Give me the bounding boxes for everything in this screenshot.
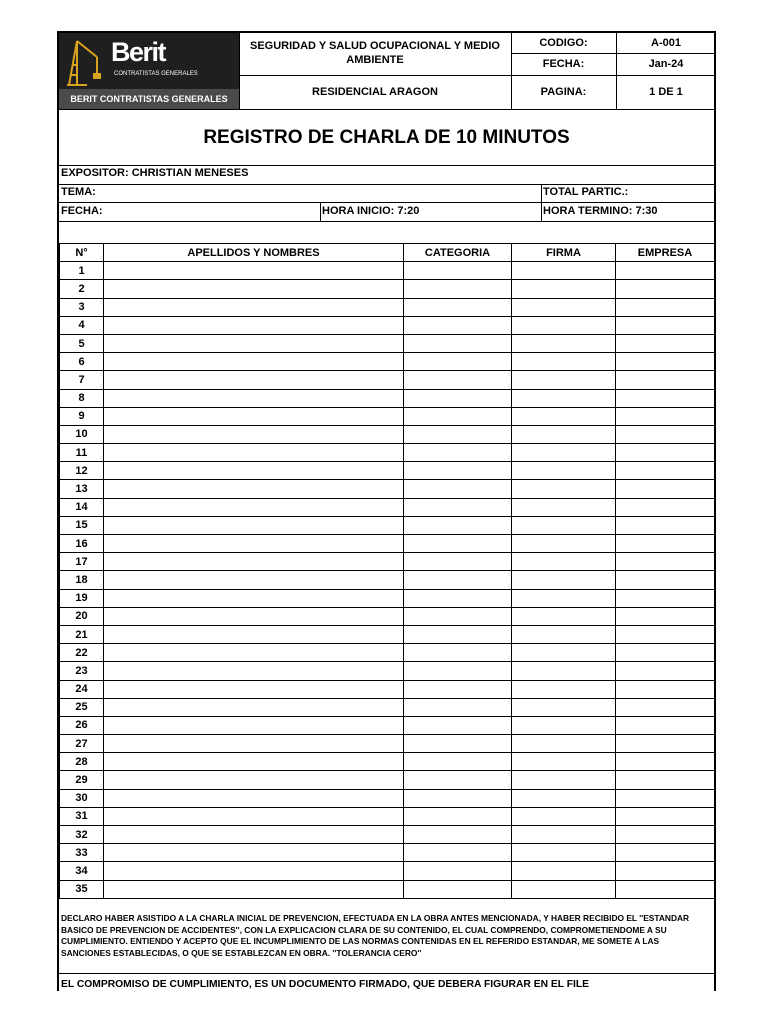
signature-cell[interactable] [512,334,616,352]
name-cell[interactable] [104,516,404,534]
page-title: REGISTRO DE CHARLA DE 10 MINUTOS [203,127,570,148]
table-row [60,589,715,607]
row-number: 10 [60,425,104,443]
table-row [60,389,715,407]
table-row [60,662,715,680]
table-row [60,535,715,553]
project-name: RESIDENCIAL ARAGON [312,86,438,98]
name-cell[interactable] [104,662,404,680]
name-cell[interactable] [104,334,404,352]
company-cell[interactable] [616,644,715,662]
company-cell[interactable] [616,826,715,844]
row-number: 34 [60,862,104,880]
table-row [60,371,715,389]
category-cell[interactable] [404,862,512,880]
company-cell[interactable] [616,334,715,352]
signature-cell[interactable] [512,371,616,389]
row-number: 21 [60,625,104,643]
signature-cell[interactable] [512,644,616,662]
row-number: 27 [60,735,104,753]
table-row [60,844,715,862]
table-row [60,444,715,462]
signature-cell[interactable] [512,844,616,862]
signature-cell[interactable] [512,716,616,734]
table-row [60,607,715,625]
column-header-category: CATEGORIA [404,244,512,262]
category-cell[interactable] [404,444,512,462]
row-number: 6 [60,353,104,371]
declaration-text: DECLARO HABER ASISTIDO A LA CHARLA INICIAL DE PREVENCION, EFECTUADA EN LA OBRA ANTES MENCIONADA, Y HABER RECIBIDO EL ''ESTANDAR BASICO DE PREVENCION DE ACCIDENTES'', CON LA EXPLICACION CLARA DE SU CONTENIDO, EL CUAL COMPRENDO, COMPROMETIENDOME A SU CUMPLIMIENTO. ENTIENDO Y ACEPTO QUE EL INCUMPLIMIENTO DE LAS NORMAS CONTENIDAS EN EL REFERIDO ESTANDAR, ME SOMETE A LAS SANCIONES ESTABLECIDAS, O QUE SE ESTABLEZCAN EN OBRA. ''TOLERANCIA CERO'' [61,913,690,958]
row-number: 31 [60,807,104,825]
name-cell[interactable] [104,353,404,371]
category-cell[interactable] [404,407,512,425]
category-cell[interactable] [404,753,512,771]
category-cell[interactable] [404,771,512,789]
company-cell[interactable] [616,389,715,407]
row-number: 12 [60,462,104,480]
signature-cell[interactable] [512,553,616,571]
table-row [60,807,715,825]
row-number: 3 [60,298,104,316]
table-row [60,553,715,571]
category-cell[interactable] [404,516,512,534]
signature-cell[interactable] [512,498,616,516]
hora-inicio-field: HORA INICIO: 7:20 [322,205,420,217]
table-row [60,716,715,734]
category-cell[interactable] [404,844,512,862]
form-sheet [57,31,716,991]
name-cell[interactable] [104,789,404,807]
category-cell[interactable] [404,334,512,352]
table-row [60,480,715,498]
divider [541,184,542,202]
signature-cell[interactable] [512,826,616,844]
table-row [60,680,715,698]
row-number: 14 [60,498,104,516]
signature-cell[interactable] [512,353,616,371]
table-row [60,462,715,480]
category-cell[interactable] [404,880,512,898]
name-cell[interactable] [104,444,404,462]
company-cell[interactable] [616,625,715,643]
name-cell[interactable] [104,480,404,498]
name-cell[interactable] [104,644,404,662]
name-cell[interactable] [104,862,404,880]
company-cell[interactable] [616,607,715,625]
row-number: 5 [60,334,104,352]
category-cell[interactable] [404,644,512,662]
company-cell[interactable] [616,353,715,371]
name-cell[interactable] [104,771,404,789]
signature-cell[interactable] [512,680,616,698]
signature-cell[interactable] [512,662,616,680]
category-cell[interactable] [404,298,512,316]
row-number: 9 [60,407,104,425]
pagina-value: 1 DE 1 [649,86,683,98]
signature-cell[interactable] [512,771,616,789]
name-cell[interactable] [104,535,404,553]
divider [59,202,716,203]
row-number: 1 [60,262,104,280]
attendance-table [59,243,715,899]
signature-cell[interactable] [512,698,616,716]
signature-cell[interactable] [512,316,616,334]
category-cell[interactable] [404,480,512,498]
table-row [60,334,715,352]
signature-cell[interactable] [512,262,616,280]
company-cell[interactable] [616,771,715,789]
signature-cell[interactable] [512,589,616,607]
table-row [60,353,715,371]
category-cell[interactable] [404,826,512,844]
name-cell[interactable] [104,498,404,516]
name-cell[interactable] [104,607,404,625]
name-cell[interactable] [104,298,404,316]
category-cell[interactable] [404,280,512,298]
expositor-field: EXPOSITOR: CHRISTIAN MENESES [61,167,249,179]
company-cell[interactable] [616,716,715,734]
category-cell[interactable] [404,262,512,280]
company-cell[interactable] [616,862,715,880]
company-logo [59,33,239,109]
divider [59,221,716,222]
category-cell[interactable] [404,498,512,516]
column-header-names: APELLIDOS Y NOMBRES [104,244,404,262]
company-cell[interactable] [616,462,715,480]
name-cell[interactable] [104,735,404,753]
table-row [60,280,715,298]
company-cell[interactable] [616,425,715,443]
table-row [60,753,715,771]
category-cell[interactable] [404,371,512,389]
name-cell[interactable] [104,425,404,443]
row-number: 17 [60,553,104,571]
table-row [60,262,715,280]
company-cell[interactable] [616,498,715,516]
category-cell[interactable] [404,535,512,553]
row-number: 16 [60,535,104,553]
signature-cell[interactable] [512,480,616,498]
logo-brand: Berit [111,37,166,67]
table-row [60,625,715,643]
company-cell[interactable] [616,735,715,753]
name-cell[interactable] [104,462,404,480]
category-cell[interactable] [404,553,512,571]
signature-cell[interactable] [512,753,616,771]
table-row [60,298,715,316]
company-cell[interactable] [616,844,715,862]
row-number: 32 [60,826,104,844]
company-cell[interactable] [616,553,715,571]
signature-cell[interactable] [512,444,616,462]
table-row [60,425,715,443]
column-header-number: N° [60,244,104,262]
divider [59,973,716,974]
category-cell[interactable] [404,571,512,589]
name-cell[interactable] [104,753,404,771]
row-number: 7 [60,371,104,389]
row-number: 23 [60,662,104,680]
signature-cell[interactable] [512,298,616,316]
department-name: SEGURIDAD Y SALUD OCUPACIONAL Y MEDIO AMBIENTE [250,40,500,66]
signature-cell[interactable] [512,607,616,625]
table-row [60,789,715,807]
category-cell[interactable] [404,316,512,334]
row-number: 24 [60,680,104,698]
row-number: 28 [60,753,104,771]
category-cell[interactable] [404,716,512,734]
category-cell[interactable] [404,425,512,443]
divider [59,109,716,110]
company-cell[interactable] [616,698,715,716]
signature-cell[interactable] [512,407,616,425]
company-cell[interactable] [616,480,715,498]
divider [541,202,542,221]
row-number: 26 [60,716,104,734]
commitment-text: EL COMPROMISO DE CUMPLIMIENTO, ES UN DOCUMENTO FIRMADO, QUE DEBERA FIGURAR EN EL FILE [61,979,590,990]
company-cell[interactable] [616,680,715,698]
row-number: 30 [60,789,104,807]
name-cell[interactable] [104,389,404,407]
name-cell[interactable] [104,880,404,898]
signature-cell[interactable] [512,389,616,407]
pagina-label: PAGINA: [540,86,587,98]
name-cell[interactable] [104,280,404,298]
name-cell[interactable] [104,371,404,389]
category-cell[interactable] [404,807,512,825]
company-cell[interactable] [616,298,715,316]
name-cell[interactable] [104,571,404,589]
table-row [60,407,715,425]
category-cell[interactable] [404,589,512,607]
name-cell[interactable] [104,316,404,334]
company-cell[interactable] [616,662,715,680]
signature-cell[interactable] [512,862,616,880]
signature-cell[interactable] [512,625,616,643]
row-number: 22 [60,644,104,662]
divider [59,184,716,185]
company-cell[interactable] [616,571,715,589]
fecha-value: Jan-24 [648,58,684,70]
company-cell[interactable] [616,880,715,898]
divider [59,165,716,166]
row-number: 11 [60,444,104,462]
name-cell[interactable] [104,625,404,643]
name-cell[interactable] [104,698,404,716]
row-number: 2 [60,280,104,298]
category-cell[interactable] [404,662,512,680]
company-cell[interactable] [616,407,715,425]
table-row [60,771,715,789]
name-cell[interactable] [104,680,404,698]
category-cell[interactable] [404,735,512,753]
company-cell[interactable] [616,262,715,280]
name-cell[interactable] [104,589,404,607]
signature-cell[interactable] [512,807,616,825]
category-cell[interactable] [404,625,512,643]
signature-cell[interactable] [512,462,616,480]
divider [320,202,321,221]
signature-cell[interactable] [512,280,616,298]
fecha-label: FECHA: [542,58,585,70]
category-cell[interactable] [404,389,512,407]
category-cell[interactable] [404,353,512,371]
codigo-value: A-001 [651,37,681,49]
table-row [60,880,715,898]
logo-tagline: CONTRATISTAS GENERALES [114,71,198,77]
category-cell[interactable] [404,698,512,716]
table-row [60,498,715,516]
signature-cell[interactable] [512,789,616,807]
company-cell[interactable] [616,371,715,389]
row-number: 20 [60,607,104,625]
row-number: 4 [60,316,104,334]
company-cell[interactable] [616,789,715,807]
column-header-signature: FIRMA [512,244,616,262]
table-row [60,316,715,334]
category-cell[interactable] [404,607,512,625]
row-number: 15 [60,516,104,534]
signature-cell[interactable] [512,516,616,534]
row-number: 13 [60,480,104,498]
row-number: 25 [60,698,104,716]
row-number: 33 [60,844,104,862]
column-header-company: EMPRESA [616,244,715,262]
table-row [60,516,715,534]
signature-cell[interactable] [512,571,616,589]
table-row [60,735,715,753]
name-cell[interactable] [104,807,404,825]
table-row [60,862,715,880]
row-number: 18 [60,571,104,589]
row-number: 35 [60,880,104,898]
row-number: 19 [60,589,104,607]
signature-cell[interactable] [512,735,616,753]
row-number: 29 [60,771,104,789]
company-cell[interactable] [616,807,715,825]
table-row [60,826,715,844]
category-cell[interactable] [404,680,512,698]
category-cell[interactable] [404,462,512,480]
company-cell[interactable] [616,280,715,298]
company-cell[interactable] [616,589,715,607]
name-cell[interactable] [104,826,404,844]
tema-field: TEMA: [61,186,96,198]
company-cell[interactable] [616,535,715,553]
table-row [60,698,715,716]
table-header-row [60,244,715,262]
name-cell[interactable] [104,262,404,280]
company-cell[interactable] [616,444,715,462]
hora-termino-field: HORA TERMINO: 7:30 [543,205,658,217]
name-cell[interactable] [104,844,404,862]
signature-cell[interactable] [512,535,616,553]
logo-footer: BERIT CONTRATISTAS GENERALES [59,89,239,109]
row-number: 8 [60,389,104,407]
name-cell[interactable] [104,716,404,734]
total-partic-field: TOTAL PARTIC.: [543,186,629,198]
codigo-label: CODIGO: [539,37,588,49]
name-cell[interactable] [104,407,404,425]
company-cell[interactable] [616,753,715,771]
fecha-field: FECHA: [61,205,103,217]
crane-icon [63,35,111,89]
name-cell[interactable] [104,553,404,571]
signature-cell[interactable] [512,880,616,898]
company-cell[interactable] [616,516,715,534]
signature-cell[interactable] [512,425,616,443]
table-row [60,571,715,589]
table-row [60,644,715,662]
category-cell[interactable] [404,789,512,807]
company-cell[interactable] [616,316,715,334]
